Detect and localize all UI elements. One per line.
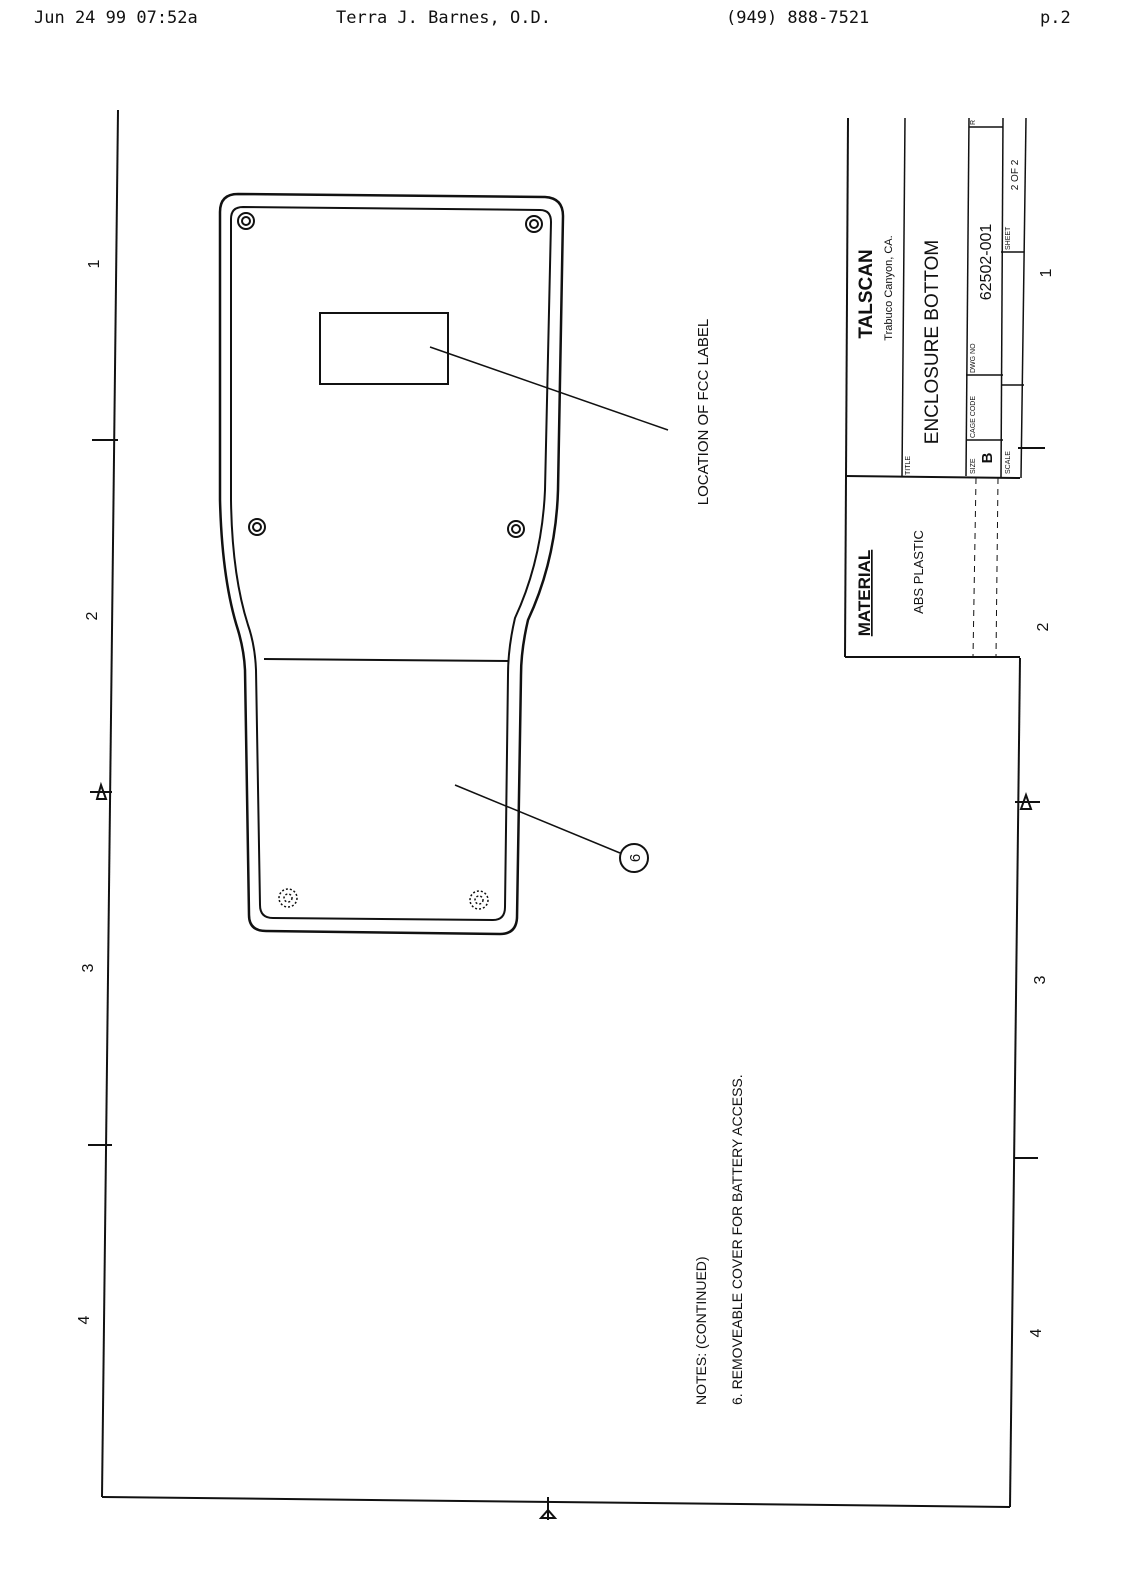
hidden-screw-hole-right bbox=[470, 891, 488, 909]
zone-number-right-4: 4 bbox=[1028, 1328, 1045, 1338]
title-block-rev-label: R bbox=[970, 119, 977, 125]
material-value: ABS PLASTIC bbox=[911, 530, 926, 614]
screw-bosses bbox=[238, 213, 542, 537]
fcc-leader-line bbox=[430, 347, 668, 430]
battery-cover-split-line bbox=[264, 659, 509, 661]
fax-sender: Terra J. Barnes, O.D. bbox=[336, 8, 551, 28]
title-block-sheet: 2 OF 2 bbox=[1010, 159, 1021, 191]
title-block-sheet-label: SHEET bbox=[1005, 226, 1012, 250]
balloon-6-number: 6 bbox=[627, 853, 644, 863]
zone-number-left-4: 4 bbox=[76, 1315, 93, 1325]
hidden-screw-hole-left bbox=[279, 889, 297, 907]
note-6-text: 6. REMOVEABLE COVER FOR BATTERY ACCESS. bbox=[729, 1074, 745, 1405]
title-block-dwg-no-label: DWG NO bbox=[970, 343, 977, 373]
title-block-cage-code-label: CAGE CODE bbox=[970, 395, 977, 438]
title-block-title: ENCLOSURE BOTTOM bbox=[922, 239, 943, 445]
screw-boss-mid-left bbox=[249, 519, 265, 535]
title-block-size-label: SIZE bbox=[970, 458, 977, 474]
centering-arrow-left bbox=[90, 785, 112, 799]
notes-heading: NOTES: (CONTINUED) bbox=[693, 1256, 709, 1405]
fax-datetime: Jun 24 99 07:52a bbox=[34, 8, 198, 28]
zone-number-right-1: 1 bbox=[1038, 268, 1055, 278]
zone-number-left-2: 2 bbox=[84, 611, 101, 621]
fax-page-number: p.2 bbox=[1040, 8, 1071, 28]
hidden-screw-holes bbox=[279, 889, 488, 909]
title-block-size: B bbox=[979, 452, 996, 464]
screw-boss-mid-right bbox=[508, 521, 524, 537]
screw-boss-top-left bbox=[238, 213, 254, 229]
zone-number-right-3: 3 bbox=[1032, 975, 1049, 985]
zone-number-right-2: 2 bbox=[1035, 622, 1052, 632]
title-block-company: TALSCAN bbox=[856, 249, 877, 339]
title-block-dwg-no: 62502-001 bbox=[978, 223, 995, 301]
fcc-callout-text: LOCATION OF FCC LABEL bbox=[695, 318, 712, 506]
screw-boss-top-right bbox=[526, 216, 542, 232]
title-block-title-label: TITLE bbox=[905, 455, 912, 475]
zone-number-left-3: 3 bbox=[80, 963, 97, 973]
material-heading: MATERIAL bbox=[855, 549, 874, 637]
enclosure-outline bbox=[220, 194, 563, 934]
balloon-6-leader-line bbox=[455, 785, 620, 853]
title-block-location: Trabuco Canyon, CA. bbox=[883, 235, 895, 341]
fax-phone: (949) 888-7521 bbox=[726, 8, 870, 28]
fcc-label-area bbox=[320, 313, 448, 384]
zone-number-left-1: 1 bbox=[86, 259, 103, 269]
title-block-scale-label: SCALE bbox=[1005, 451, 1012, 474]
